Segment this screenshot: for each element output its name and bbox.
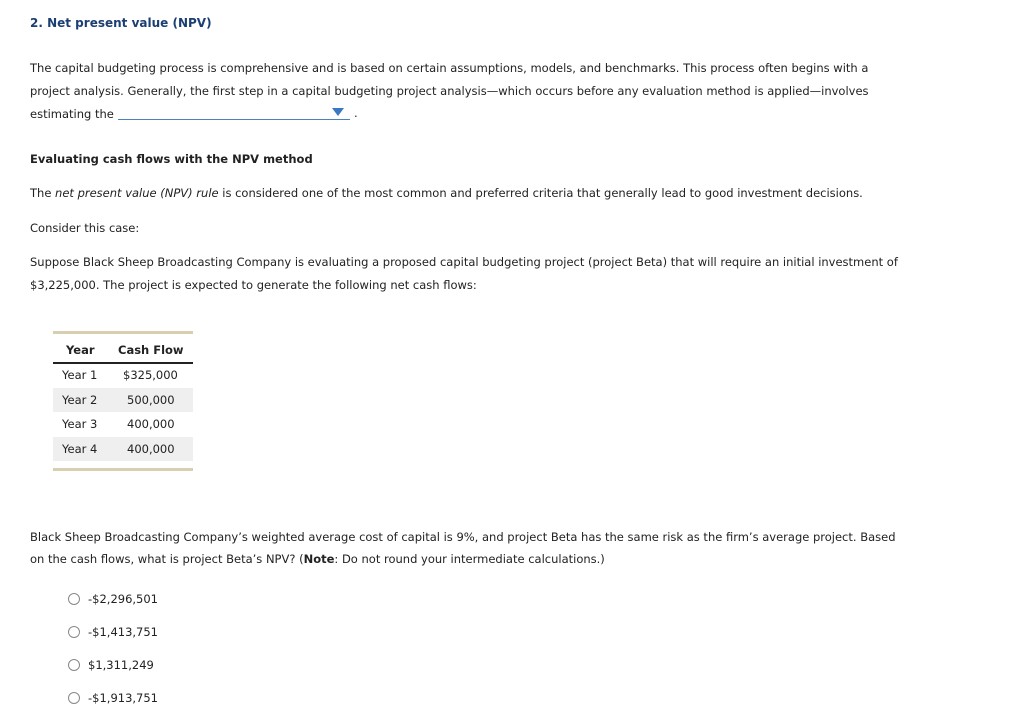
option-label: $1,311,249 [88, 658, 154, 672]
table-row [53, 388, 193, 412]
radio-button[interactable] [68, 593, 80, 605]
section-heading: Evaluating cash flows with the NPV method [30, 152, 313, 166]
consider-text: Consider this case: [30, 221, 140, 235]
table-row [53, 363, 193, 387]
row-cash: 500,000 [127, 393, 175, 407]
npv-rule-prefix: The [30, 186, 56, 200]
npv-rule-suffix: is considered one of the most common and preferred criteria that generally lead to good investment decisions. [218, 186, 863, 200]
row-year: Year 2 [62, 393, 98, 407]
table-row [53, 412, 193, 436]
header-cash-flow: Cash Flow [118, 343, 184, 357]
table-top-rule [53, 331, 193, 334]
row-year: Year 1 [62, 368, 98, 382]
intro-line-3: estimating the [30, 107, 114, 121]
row-cash: 400,000 [127, 417, 175, 431]
radio-button[interactable] [68, 659, 80, 671]
table-row [53, 437, 193, 461]
wacc-line-2-suffix: : Do not round your intermediate calculations.) [334, 552, 605, 566]
row-year: Year 3 [62, 417, 98, 431]
option-label: -$1,913,751 [88, 691, 158, 705]
npv-rule-italic: net present value (NPV) rule [55, 186, 219, 200]
row-cash: $325,000 [123, 368, 178, 382]
chevron-down-icon[interactable] [332, 108, 344, 116]
intro-line-2: project analysis. Generally, the first step in a capital budgeting project analysis—which occurs before any evaluation method is applied—involves [30, 84, 869, 98]
note-label: Note [303, 552, 335, 566]
npv-rule-text [30, 182, 863, 205]
wacc-line-2 [30, 548, 605, 571]
intro-line-1: The capital budgeting process is comprehensive and is based on certain assumptions, models, and benchmarks. This process often begins with a [30, 61, 869, 75]
row-year: Year 4 [62, 442, 98, 456]
header-year: Year [66, 343, 95, 357]
option-label: -$1,413,751 [88, 625, 158, 639]
row-cash: 400,000 [127, 442, 175, 456]
case-line-2: $3,225,000. The project is expected to generate the following net cash flows: [30, 278, 477, 292]
question-title: 2. Net present value (NPV) [30, 16, 212, 30]
option-label: -$2,296,501 [88, 592, 158, 606]
case-line-1: Suppose Black Sheep Broadcasting Company is evaluating a proposed capital budgeting project (project Beta) that will require an initial investment of [30, 255, 898, 269]
estimating-dropdown[interactable] [118, 105, 350, 120]
radio-button[interactable] [68, 692, 80, 704]
wacc-line-1: Black Sheep Broadcasting Company’s weighted average cost of capital is 9%, and project Beta has the same risk as the firm’s average project. Based [30, 530, 896, 544]
sentence-period: . [354, 106, 358, 120]
table-header [53, 340, 193, 364]
wacc-line-2-prefix: on the cash flows, what is project Beta’s NPV? ( [30, 552, 304, 566]
radio-button[interactable] [68, 626, 80, 638]
table-bottom-rule [53, 468, 193, 471]
